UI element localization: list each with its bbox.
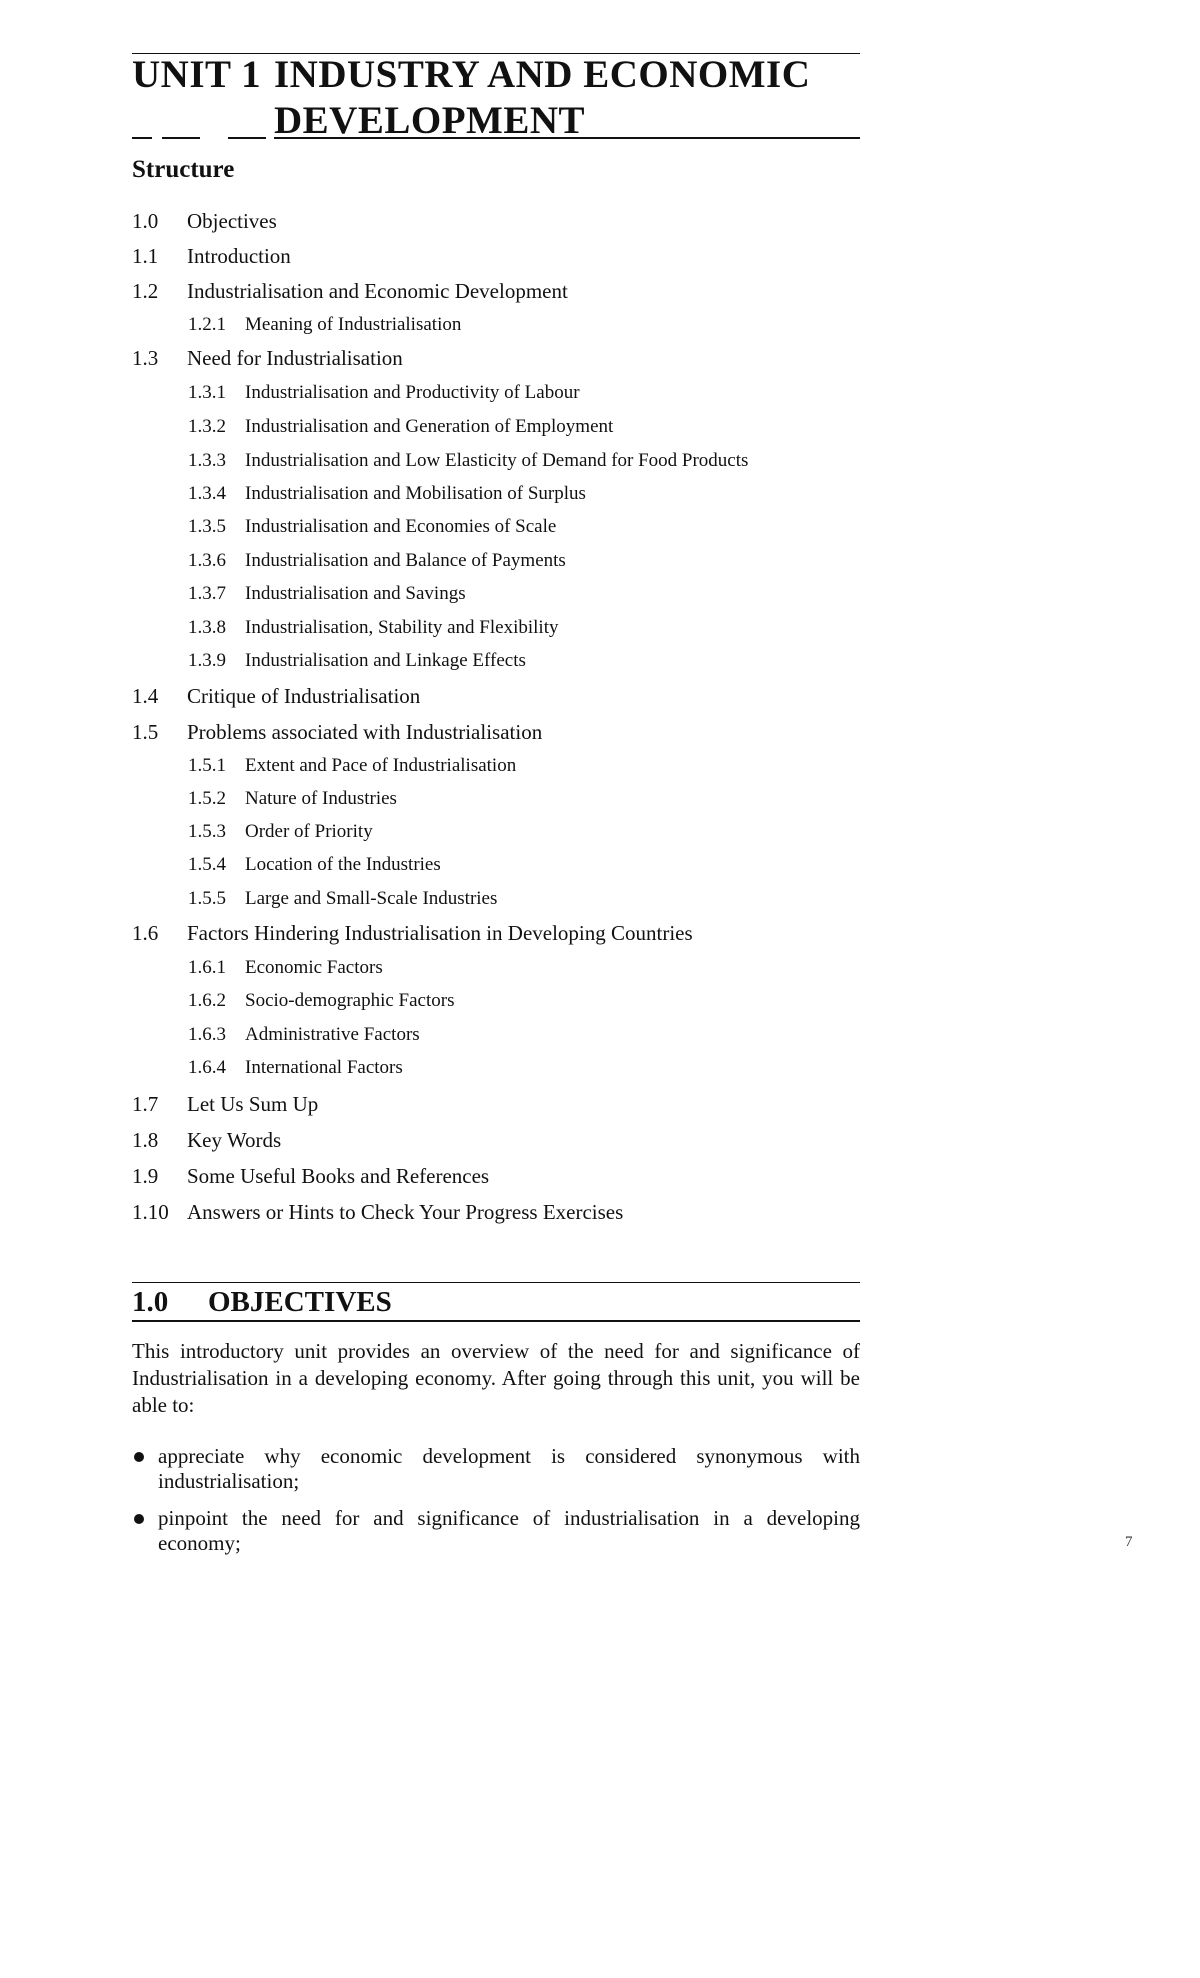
section-heading-objectives xyxy=(132,1284,392,1320)
toc-item-title: Industrialisation and Generation of Employment xyxy=(245,416,614,437)
toc-item-number: 1.6.4 xyxy=(188,1057,226,1078)
toc-item-title: Need for Industrialisation xyxy=(187,346,403,370)
toc-item-number: 1.3 xyxy=(132,346,159,370)
toc-item-title: Industrialisation and Productivity of Labour xyxy=(245,382,580,403)
structure-heading: Structure xyxy=(132,156,235,183)
section-bottom-rule xyxy=(132,1320,860,1322)
unit-number: UNIT 1 xyxy=(132,53,262,96)
toc-item-title: Industrialisation and Mobilisation of Surplus xyxy=(245,483,586,504)
toc-item-title: Objectives xyxy=(187,209,277,233)
unit-title-line1: INDUSTRY AND ECONOMIC xyxy=(274,53,811,96)
toc-item-number: 1.8 xyxy=(132,1128,159,1152)
list-item xyxy=(132,1506,860,1556)
unit-title-line2: DEVELOPMENT xyxy=(274,99,586,142)
toc-item-number: 1.6 xyxy=(132,921,159,945)
toc-item-title: Answers or Hints to Check Your Progress Exercises xyxy=(187,1200,624,1224)
section-title: OBJECTIVES xyxy=(208,1286,392,1318)
section-top-rule xyxy=(132,1282,860,1283)
title-dash-left-2 xyxy=(162,137,200,139)
unit-title xyxy=(132,52,810,98)
toc-item-title: Critique of Industrialisation xyxy=(187,684,421,708)
toc-item-number: 1.5.2 xyxy=(188,788,226,809)
toc-item-title: Industrialisation and Balance of Payments xyxy=(245,550,566,571)
toc-item-number: 1.5 xyxy=(132,720,159,744)
page-number: 7 xyxy=(1125,1534,1133,1550)
toc-item-title: Socio-demographic Factors xyxy=(245,990,455,1011)
toc-item-title: Industrialisation and Savings xyxy=(245,583,466,604)
bullet-text: pinpoint the need for and significance of industrialisation in a developing economy; xyxy=(158,1506,860,1555)
toc-item-number: 1.3.5 xyxy=(188,516,226,537)
toc-item-title: Problems associated with Industrialisation xyxy=(187,720,543,744)
toc-item-title: Introduction xyxy=(187,244,291,268)
objectives-list xyxy=(132,1444,860,1568)
toc-item-number: 1.6.3 xyxy=(188,1024,226,1045)
section-number: 1.0 xyxy=(132,1286,169,1318)
toc-item-title: Some Useful Books and References xyxy=(187,1164,490,1188)
objectives-intro: This introductory unit provides an overview of the need for and significance of Industrialisation in a developing economy. After going through this unit, you will be able to: xyxy=(132,1339,860,1417)
toc-item-number: 1.5.4 xyxy=(188,854,226,875)
toc-item-title: Industrialisation and Economic Development xyxy=(187,279,568,303)
toc-item-title: Administrative Factors xyxy=(245,1024,420,1045)
toc-item-title: Factors Hindering Industrialisation in Developing Countries xyxy=(187,921,693,945)
toc-item-number: 1.3.7 xyxy=(188,583,226,604)
bullet-text: appreciate why economic development is considered synonymous with industrialisation; xyxy=(158,1444,860,1493)
toc-item-title: Order of Priority xyxy=(245,821,373,842)
toc-item-title: Extent and Pace of Industrialisation xyxy=(245,755,517,776)
title-dash-left-1 xyxy=(132,137,152,139)
toc-item-title: International Factors xyxy=(245,1057,403,1078)
toc-item-number: 1.6.1 xyxy=(188,957,226,978)
toc-item-number: 1.2.1 xyxy=(188,314,226,335)
toc-item-title: Economic Factors xyxy=(245,957,383,978)
toc-item-title: Key Words xyxy=(187,1128,282,1152)
toc-item-number: 1.2 xyxy=(132,279,159,303)
toc-item-title: Location of the Industries xyxy=(245,854,441,875)
toc-item-number: 1.3.8 xyxy=(188,617,226,638)
list-item xyxy=(132,1444,860,1494)
toc-item-number: 1.0 xyxy=(132,209,159,233)
toc-item-title: Industrialisation and Economies of Scale xyxy=(245,516,557,537)
toc-item-number: 1.5.5 xyxy=(188,888,226,909)
toc-item-title: Large and Small-Scale Industries xyxy=(245,888,498,909)
toc-item-number: 1.3.9 xyxy=(188,650,226,671)
toc-item-title: Industrialisation and Low Elasticity of Demand for Food Products xyxy=(245,450,749,471)
toc-item-number: 1.9 xyxy=(132,1164,159,1188)
toc-item-title: Let Us Sum Up xyxy=(187,1092,319,1116)
toc-item-title: Industrialisation, Stability and Flexibility xyxy=(245,617,559,638)
toc-item-number: 1.3.6 xyxy=(188,550,226,571)
toc-item-number: 1.5.3 xyxy=(188,821,226,842)
bullet-icon xyxy=(134,1514,144,1524)
toc-item-number: 1.3.3 xyxy=(188,450,226,471)
toc-item-title: Nature of Industries xyxy=(245,788,397,809)
toc-item-number: 1.1 xyxy=(132,244,159,268)
toc-item-number: 1.3.2 xyxy=(188,416,226,437)
toc-item-number: 1.4 xyxy=(132,684,159,708)
toc-item-title: Industrialisation and Linkage Effects xyxy=(245,650,526,671)
bullet-icon xyxy=(134,1452,144,1462)
toc-item-number: 1.7 xyxy=(132,1092,159,1116)
toc-item-number: 1.3.4 xyxy=(188,483,226,504)
toc-item-number: 1.6.2 xyxy=(188,990,226,1011)
toc-item-number: 1.10 xyxy=(132,1200,169,1224)
toc-item-title: Meaning of Industrialisation xyxy=(245,314,462,335)
toc-item-number: 1.5.1 xyxy=(188,755,226,776)
title-dash-left-3 xyxy=(228,137,266,139)
toc-item-number: 1.3.1 xyxy=(188,382,226,403)
